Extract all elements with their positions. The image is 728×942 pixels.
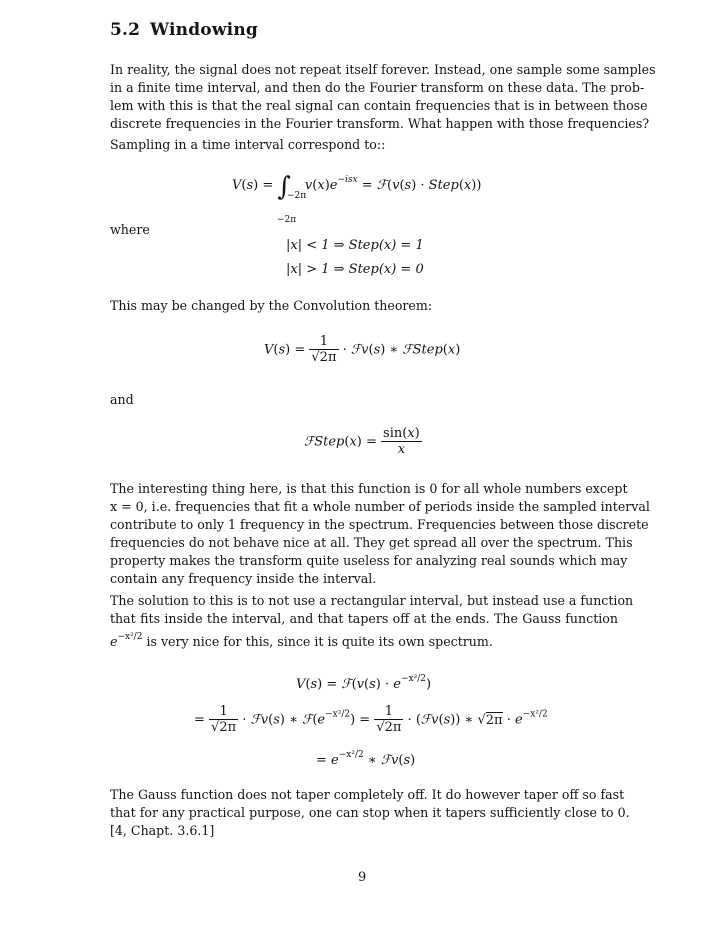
section-number: 5.2 xyxy=(110,20,141,40)
text-line: frequencies do not behave nice at all. They get spread all over the spectrum. This xyxy=(110,535,633,550)
section-heading xyxy=(110,20,258,40)
text-line: where xyxy=(110,222,150,237)
paragraph-solution xyxy=(110,592,634,651)
text-line: x = 0, i.e. frequencies that fit a whole number of periods inside the sampled interval xyxy=(110,499,650,514)
text-line: The solution to this is to not use a rectangular interval, but instead use a function xyxy=(110,593,634,608)
text-line: property makes the transform quite useless for analyzing real sounds which may xyxy=(110,553,628,568)
equation-convolution: V(s) = $\frac{1}{√2\pi}$ · ℱv(s) ∗ ℱStep(x) xyxy=(264,334,461,365)
text-line: The interesting thing here, is that this function is 0 for all whole numbers except xyxy=(110,481,628,496)
text-line: in a finite time interval, and then do the Fourier transform on these data. The prob- xyxy=(110,80,645,95)
text-line: contribute to only 1 frequency in the spectrum. Frequencies between those discrete xyxy=(110,517,649,532)
text-line: This may be changed by the Convolution theorem: xyxy=(110,298,433,313)
equation-step-transform: ℱStep(x) = $\frac{\sin(x)}{x}$ xyxy=(304,426,420,457)
paragraph-interesting xyxy=(110,480,650,588)
text-line: In reality, the signal does not repeat itself forever. Instead, one sample some samples xyxy=(110,62,656,77)
paragraph-sampling xyxy=(110,136,618,154)
text-line: discrete frequencies in the Fourier transform. What happen with those frequencies? xyxy=(110,116,650,131)
paragraph-convolution xyxy=(110,297,618,315)
text-line: contain any frequency inside the interval. xyxy=(110,571,377,586)
paragraph-gauss-taper xyxy=(110,786,630,840)
text-line: lem with this is that the real signal can contain frequencies that is in between those xyxy=(110,98,648,113)
text-line-rest: is very nice for this, since it is quite its own spectrum. xyxy=(146,634,493,649)
section-title: Windowing xyxy=(150,20,258,40)
label-where xyxy=(110,221,618,239)
page-number: 9 xyxy=(358,870,367,885)
paragraph-intro xyxy=(110,61,656,133)
label-and xyxy=(110,391,618,409)
condition-less: |x| < 1 ⇒ Step(x) = 1 xyxy=(286,238,424,253)
equation-gauss-3: = $e^{-x^2/2}$ ∗ ℱv(s) xyxy=(316,750,416,768)
condition-greater: |x| > 1 ⇒ Step(x) = 0 xyxy=(286,262,424,277)
text-line: that fits inside the interval, and that tapers off at the ends. The Gauss function xyxy=(110,611,618,626)
text-line: The Gauss function does not taper completely off. It do however taper off so fast xyxy=(110,787,625,802)
equation-gauss-2: = $\frac{1}{√2\pi}$ · ℱv(s) ∗ $ℱ(e^{-x^2/2})$ = $\frac{1}{√2\pi}$ · (ℱv(s)) ∗ $√2\pi \cdot e^{-x^2/2}$ xyxy=(194,704,548,735)
equation-gauss-1: V(s) = ℱ(v(s) · $e^{-x^2/2}$) xyxy=(296,674,432,692)
text-line: [4, Chapt. 3.6.1] xyxy=(110,823,215,838)
text-line: Sampling in a time interval correspond to:: xyxy=(110,137,386,152)
text-line: that for any practical purpose, one can stop when it tapers sufficiently close to 0. xyxy=(110,805,630,820)
text-line: $e^{-x^2/2}$ is very nice for this, since it is quite its own spectrum. xyxy=(110,632,493,649)
text-line: and xyxy=(110,392,134,407)
equation-integral: V(s) = ∫ −2π −2π $v(x)e^{-isx}$ = ℱ(v(s) · Step(x)) xyxy=(232,172,482,225)
